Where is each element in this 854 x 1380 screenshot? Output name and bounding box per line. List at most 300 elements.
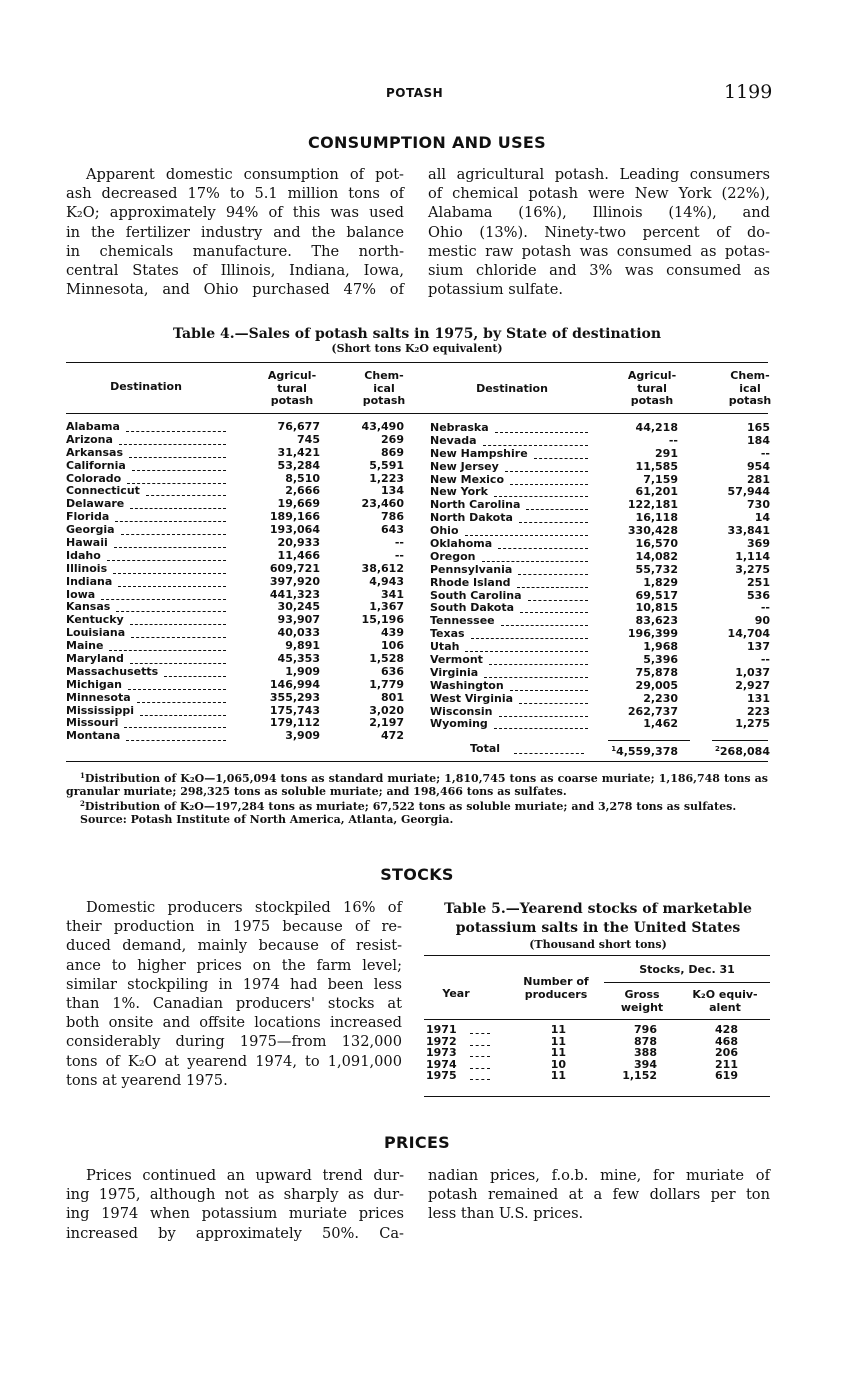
text-line: all agricultural potash. Leading consumers xyxy=(428,166,770,183)
agri-value: 3,909 xyxy=(285,729,320,743)
chem-value: 281 xyxy=(747,472,770,486)
state-name: Nevada xyxy=(430,433,477,447)
table4-subtitle: (Short tons K₂O equivalent) xyxy=(331,342,503,355)
text-line: similar stockpiling in 1974 had been less xyxy=(66,975,402,993)
state-name: Washington xyxy=(430,678,504,692)
header-text: potash xyxy=(270,394,314,407)
state-name: Florida xyxy=(66,510,110,524)
table-row xyxy=(66,692,416,705)
table-row xyxy=(66,730,416,743)
table-row xyxy=(66,576,416,589)
state-name: Oklahoma xyxy=(430,537,493,551)
chem-value: 106 xyxy=(381,639,404,653)
agri-value: 14,082 xyxy=(635,549,678,563)
prices-heading: PRICES xyxy=(384,1133,450,1152)
chem-value: 369 xyxy=(747,537,770,551)
stocks-heading: STOCKS xyxy=(380,865,454,884)
year-cell: 1975 xyxy=(426,1069,457,1083)
text-line: increased by approximately 50%. Ca- xyxy=(66,1224,404,1242)
text-line: Ohio (13%). Ninety-two percent of do- xyxy=(428,223,770,241)
table4-total-row xyxy=(430,743,770,756)
table4-header-rule xyxy=(66,413,768,414)
table5-group-rule xyxy=(604,982,770,983)
agri-value: 76,677 xyxy=(277,420,320,433)
table-row xyxy=(66,511,416,524)
chem-value: 184 xyxy=(747,433,770,447)
footnote-2 xyxy=(66,798,768,814)
header-text: ical xyxy=(373,381,395,395)
table4-left-rows xyxy=(66,421,416,743)
state-name: Louisiana xyxy=(66,626,126,640)
agri-value: 1,968 xyxy=(643,640,678,654)
k2o-cell: 468 xyxy=(715,1034,738,1048)
agri-value: 20,933 xyxy=(277,536,320,550)
state-name: New Hampshire xyxy=(430,446,528,460)
table-row xyxy=(430,538,770,551)
agri-value: 75,878 xyxy=(635,665,678,679)
header-text: Gross xyxy=(624,988,660,1001)
text-line: Minnesota, and Ohio purchased 47% of xyxy=(66,281,404,299)
agri-value: 609,721 xyxy=(269,561,320,575)
header-text: alent xyxy=(709,1000,741,1014)
state-name: Mississippi xyxy=(66,703,134,717)
chem-value: 1,223 xyxy=(369,471,404,485)
table-row xyxy=(426,1024,770,1036)
table4-bottom-rule xyxy=(66,761,768,762)
agri-value: 2,666 xyxy=(285,484,320,498)
chem-value: 137 xyxy=(747,640,770,654)
table5-title-line2: potassium salts in the United States xyxy=(455,920,741,936)
table-row xyxy=(66,705,416,718)
text-line: nadian prices, f.o.b. mine, for muriate of xyxy=(428,1167,770,1184)
text-line: tons of K₂O at yearend 1974, to 1,091,000 xyxy=(66,1052,402,1070)
header-text: potash xyxy=(728,394,772,407)
table4-right-rows xyxy=(430,422,770,731)
gross-weight-cell: 394 xyxy=(634,1057,657,1071)
text-line: ash decreased 17% to 5.1 million tons of xyxy=(66,185,404,203)
chem-value: 131 xyxy=(747,691,770,705)
chem-value: 472 xyxy=(381,729,404,743)
agri-value: 30,245 xyxy=(277,600,320,614)
agri-value: 122,181 xyxy=(627,498,678,512)
header-text: Agricul- xyxy=(627,369,677,382)
chem-value: -- xyxy=(760,446,770,460)
chem-value: 536 xyxy=(747,588,770,602)
chem-value: 57,944 xyxy=(727,485,770,499)
chem-value: 269 xyxy=(381,432,404,446)
prices-right-column xyxy=(428,1166,770,1224)
table5-header-year: Year xyxy=(442,987,470,1000)
agri-value: 53,284 xyxy=(277,458,320,472)
chem-value: 1,114 xyxy=(735,549,770,563)
state-name: West Virginia xyxy=(430,691,514,705)
producers-cell: 11 xyxy=(550,1046,566,1060)
table5-title-line1: Table 5.—Yearend stocks of marketable xyxy=(444,901,752,917)
state-name: Indiana xyxy=(66,574,113,588)
agri-value: 5,396 xyxy=(643,653,678,667)
agri-value: 11,466 xyxy=(277,548,320,562)
header-text: tural xyxy=(637,381,667,395)
chem-value: 1,779 xyxy=(369,677,404,691)
state-name: Idaho xyxy=(66,548,101,562)
chem-value: 15,196 xyxy=(361,613,404,627)
table-row xyxy=(430,512,770,525)
agri-value: 1,829 xyxy=(643,575,678,589)
state-name: South Carolina xyxy=(430,588,522,602)
footnote-mark: 2 xyxy=(715,745,720,753)
table-row xyxy=(430,654,770,667)
header-text: weight xyxy=(620,1000,664,1014)
state-name: Arkansas xyxy=(66,445,124,459)
chem-value: 1,528 xyxy=(369,652,404,666)
consumption-heading: CONSUMPTION AND USES xyxy=(308,133,546,152)
producers-cell: 10 xyxy=(550,1057,566,1071)
text-line: in the fertilizer industry and the balance xyxy=(66,223,404,241)
agri-value: 29,005 xyxy=(635,678,678,692)
text-line: less than U.S. prices. xyxy=(428,1205,584,1223)
table-row xyxy=(430,551,770,564)
table-row xyxy=(66,666,416,679)
chem-value: 3,275 xyxy=(735,562,770,576)
state-name: North Dakota xyxy=(430,511,513,525)
table5-rows xyxy=(426,1024,770,1082)
year-cell: 1974 xyxy=(426,1057,457,1071)
k2o-cell: 206 xyxy=(715,1046,738,1060)
agri-value: 83,623 xyxy=(635,614,678,628)
chem-value: 439 xyxy=(381,626,404,640)
state-name: Maine xyxy=(66,639,104,653)
state-name: Iowa xyxy=(66,587,96,601)
total-agri-value: 4,559,378 xyxy=(616,745,678,758)
agri-value: 1,462 xyxy=(643,717,678,731)
chem-value: 14,704 xyxy=(727,627,770,641)
chem-value: 90 xyxy=(754,614,770,628)
table-row xyxy=(430,461,770,474)
table5-header-stocks: Stocks, Dec. 31 xyxy=(639,963,735,976)
state-name: Nebraska xyxy=(430,421,489,434)
state-name: Illinois xyxy=(66,561,108,575)
state-name: Michigan xyxy=(66,677,122,691)
chem-value: 4,943 xyxy=(369,574,404,588)
running-title: POTASH xyxy=(386,86,444,100)
agri-value: 9,891 xyxy=(285,639,320,653)
header-text: tural xyxy=(277,381,307,395)
table-row xyxy=(430,435,770,448)
text-line: ance to higher prices on the farm level; xyxy=(66,956,402,974)
table-row xyxy=(430,628,770,641)
total-chem xyxy=(430,743,770,759)
producers-cell: 11 xyxy=(550,1069,566,1083)
chem-value: 869 xyxy=(381,445,404,459)
table-row xyxy=(66,537,416,550)
gross-weight-cell: 1,152 xyxy=(622,1069,657,1083)
agri-value: 745 xyxy=(297,432,320,446)
table4-header-destination-left: Destination xyxy=(110,380,182,393)
state-name: Alabama xyxy=(66,420,120,433)
state-name: Hawaii xyxy=(66,536,108,550)
state-name: Connecticut xyxy=(66,484,140,498)
text-line: than 1%. Canadian producers' stocks at xyxy=(66,995,402,1013)
gross-weight-cell: 878 xyxy=(634,1034,657,1048)
table-row xyxy=(66,498,416,511)
agri-value: 146,994 xyxy=(269,677,320,691)
table4-header-chem-right xyxy=(712,370,788,408)
text-line: in chemicals manufacture. The north- xyxy=(66,242,404,260)
text-line: ing 1974 when potassium muriate prices xyxy=(66,1205,404,1223)
table-row xyxy=(430,667,770,680)
table-row xyxy=(66,524,416,537)
chem-value: 14 xyxy=(754,511,770,525)
table5-bottom-rule xyxy=(424,1096,770,1097)
table-row xyxy=(430,422,770,435)
chem-value: 341 xyxy=(381,587,404,601)
text-line: considerably during 1975—from 132,000 xyxy=(66,1033,402,1051)
table-row xyxy=(66,563,416,576)
table5-header-k2o xyxy=(682,989,768,1014)
chem-value: -- xyxy=(760,601,770,615)
state-name: Wisconsin xyxy=(430,704,493,718)
text-line: K₂O; approximately 94% of this was used xyxy=(66,204,404,222)
state-name: Georgia xyxy=(66,523,115,537)
chem-value: 43,490 xyxy=(361,420,404,433)
chem-value: 223 xyxy=(747,704,770,718)
agri-value: 11,585 xyxy=(635,459,678,473)
producers-cell: 11 xyxy=(550,1023,566,1036)
text-line: of chemical potash were New York (22%), xyxy=(428,185,770,203)
table4-header-destination-right: Destination xyxy=(476,382,548,395)
table4-header-agri-left xyxy=(252,370,332,408)
chem-value: 134 xyxy=(381,484,404,498)
header-text: potash xyxy=(630,394,674,407)
state-name: Colorado xyxy=(66,471,122,485)
agri-value: 355,293 xyxy=(269,690,320,704)
chem-value: 786 xyxy=(381,510,404,524)
table-row xyxy=(430,693,770,706)
state-name: Texas xyxy=(430,627,465,641)
year-cell: 1973 xyxy=(426,1046,457,1060)
agri-value: 16,570 xyxy=(635,537,678,551)
state-name: Wyoming xyxy=(430,717,488,731)
gross-weight-cell: 388 xyxy=(634,1046,657,1060)
footnote-text: Distribution of K₂O—197,284 tons as muriate; 67,522 tons as soluble muriate; and 3,278 tons as sulfates. xyxy=(84,800,737,813)
agri-value: 179,112 xyxy=(269,716,320,730)
header-text: Chem- xyxy=(364,369,404,382)
state-name: Oregon xyxy=(430,549,476,563)
state-name: North Carolina xyxy=(430,498,521,512)
table-row xyxy=(66,421,416,434)
table-row xyxy=(66,679,416,692)
table4-total-rule-agri xyxy=(608,740,690,741)
state-name: Rhode Island xyxy=(430,575,511,589)
state-name: Montana xyxy=(66,729,121,743)
total-chem-value: 268,084 xyxy=(719,745,770,758)
table5-top-rule xyxy=(424,955,770,956)
table5-header-producers xyxy=(508,976,604,1001)
table-row xyxy=(66,653,416,666)
table-row xyxy=(430,680,770,693)
agri-value: 45,353 xyxy=(277,652,320,666)
stocks-text xyxy=(66,898,402,1090)
header-text: ical xyxy=(739,381,761,395)
chem-value: 636 xyxy=(381,664,404,678)
agri-value: 1,909 xyxy=(285,664,320,678)
chem-value: -- xyxy=(394,536,404,550)
year-cell: 1972 xyxy=(426,1034,457,1048)
agri-value: 31,421 xyxy=(277,445,320,459)
table4-source: Source: Potash Institute of North America, Atlanta, Georgia. xyxy=(80,812,454,826)
footnote-mark: 1 xyxy=(80,771,85,780)
header-text: K₂O equiv- xyxy=(692,988,758,1001)
gross-weight-cell: 796 xyxy=(634,1023,657,1036)
chem-value: 730 xyxy=(747,498,770,512)
agri-value: 193,064 xyxy=(269,523,320,537)
agri-value: 397,920 xyxy=(269,574,320,588)
chem-value: 3,020 xyxy=(369,703,404,717)
agri-value: 16,118 xyxy=(635,511,678,525)
agri-value: 40,033 xyxy=(277,626,320,640)
state-name: Missouri xyxy=(66,716,119,730)
header-text: potash xyxy=(362,394,406,407)
table-row xyxy=(66,460,416,473)
state-name: Kentucky xyxy=(66,613,124,627)
page-number: 1199 xyxy=(724,81,773,103)
chem-value: 33,841 xyxy=(727,524,770,538)
state-name: New York xyxy=(430,485,488,499)
chem-value: 801 xyxy=(381,690,404,704)
text-line: Apparent domestic consumption of pot- xyxy=(86,166,404,183)
text-line: Domestic producers stockpiled 16% of xyxy=(86,899,402,916)
text-line: their production in 1975 because of re- xyxy=(66,918,402,936)
table4-header-chem-left xyxy=(346,370,422,408)
total-label: Total xyxy=(470,742,501,755)
agri-value: -- xyxy=(668,433,678,447)
agri-value: 19,669 xyxy=(277,497,320,511)
header-text: Agricul- xyxy=(267,369,317,382)
text-line: potassium sulfate. xyxy=(428,281,564,299)
state-name: Delaware xyxy=(66,497,125,511)
table5-caption xyxy=(426,900,770,951)
chem-value: 2,927 xyxy=(735,678,770,692)
agri-value: 330,428 xyxy=(627,524,678,538)
header-text: Chem- xyxy=(730,369,770,382)
chem-value: -- xyxy=(760,653,770,667)
chem-value: 165 xyxy=(747,421,770,434)
consumption-right-column xyxy=(428,165,770,299)
k2o-cell: 211 xyxy=(715,1057,738,1071)
table-row xyxy=(66,447,416,460)
table5-subtitle: (Thousand short tons) xyxy=(529,938,667,951)
table-row xyxy=(430,577,770,590)
text-line: Alabama (16%), Illinois (14%), and xyxy=(428,204,770,222)
text-line: sium chloride and 3% was consumed as xyxy=(428,262,770,280)
text-line: Prices continued an upward trend dur- xyxy=(86,1167,404,1184)
state-name: Maryland xyxy=(66,652,124,666)
text-line: both onsite and offsite locations increased xyxy=(66,1014,402,1032)
prices-left-column xyxy=(66,1166,404,1243)
state-name: New Jersey xyxy=(430,459,499,473)
state-name: Pennsylvania xyxy=(430,562,513,576)
state-name: Kansas xyxy=(66,600,111,614)
k2o-cell: 428 xyxy=(715,1023,738,1036)
chem-value: 5,591 xyxy=(369,458,404,472)
chem-value: 1,275 xyxy=(735,717,770,731)
table-row xyxy=(430,718,770,731)
agri-value: 189,166 xyxy=(269,510,320,524)
table4-top-rule xyxy=(66,362,768,363)
agri-value: 175,743 xyxy=(269,703,320,717)
chem-value: 1,367 xyxy=(369,600,404,614)
state-name: Minnesota xyxy=(66,690,131,704)
state-name: Virginia xyxy=(430,665,479,679)
state-name: California xyxy=(66,458,126,472)
agri-value: 291 xyxy=(655,446,678,460)
agri-value: 262,737 xyxy=(627,704,678,718)
chem-value: 1,037 xyxy=(735,665,770,679)
table5-header-gross xyxy=(610,989,674,1014)
table-row xyxy=(66,589,416,602)
text-line: duced demand, mainly because of resist- xyxy=(66,937,402,955)
chem-value: -- xyxy=(394,548,404,562)
state-name: Utah xyxy=(430,640,460,654)
table-row xyxy=(66,627,416,640)
agri-value: 93,907 xyxy=(277,613,320,627)
agri-value: 61,201 xyxy=(635,485,678,499)
producers-cell: 11 xyxy=(550,1034,566,1048)
text-line: ing 1975, although not as sharply as dur- xyxy=(66,1186,404,1204)
table4-total-rule-chem xyxy=(712,740,768,741)
table-row xyxy=(66,434,416,447)
text-line: central States of Illinois, Indiana, Iowa, xyxy=(66,262,404,280)
chem-value: 38,612 xyxy=(361,561,404,575)
consumption-left-column xyxy=(66,165,404,299)
year-cell: 1971 xyxy=(426,1023,457,1036)
state-name: Ohio xyxy=(430,524,459,538)
agri-value: 2,230 xyxy=(643,691,678,705)
table4-notes xyxy=(66,770,768,826)
chem-value: 643 xyxy=(381,523,404,537)
chem-value: 23,460 xyxy=(361,497,404,511)
table-row xyxy=(66,550,416,563)
table-row xyxy=(430,448,770,461)
agri-value: 55,732 xyxy=(635,562,678,576)
text-line: potash remained at a few dollars per ton xyxy=(428,1186,770,1204)
table4-caption xyxy=(66,326,768,355)
agri-value: 10,815 xyxy=(635,601,678,615)
footnote-text: Distribution of K₂O—1,065,094 tons as standard muriate; 1,810,745 tons as coarse muriate; 1,186,748 tons as granular muriate; 298,325 tons as soluble muriate; and 198,466 tons as sulfates. xyxy=(66,772,768,798)
header-text: producers xyxy=(524,987,588,1001)
state-name: Massachusetts xyxy=(66,664,159,678)
text-line: mestic raw potash was consumed as potas- xyxy=(428,242,770,260)
table5-header-rule xyxy=(424,1019,770,1020)
state-name: South Dakota xyxy=(430,601,515,615)
footnote-1 xyxy=(66,770,768,798)
state-name: Tennessee xyxy=(430,614,495,628)
agri-value: 441,323 xyxy=(269,587,320,601)
table4-header-agri-right xyxy=(612,370,692,408)
state-name: Arizona xyxy=(66,432,113,446)
agri-value: 44,218 xyxy=(635,421,678,434)
agri-value: 196,399 xyxy=(627,627,678,641)
table-row xyxy=(426,1070,770,1082)
footnote-mark: 1 xyxy=(611,745,617,753)
agri-value: 7,159 xyxy=(643,472,678,486)
table4-title: Table 4.—Sales of potash salts in 1975, by State of destination xyxy=(172,326,662,342)
table-row xyxy=(430,615,770,628)
state-name: New Mexico xyxy=(430,472,505,486)
k2o-cell: 619 xyxy=(715,1069,738,1083)
text-line: tons at yearend 1975. xyxy=(66,1071,228,1089)
footnote-mark: 2 xyxy=(80,799,85,808)
